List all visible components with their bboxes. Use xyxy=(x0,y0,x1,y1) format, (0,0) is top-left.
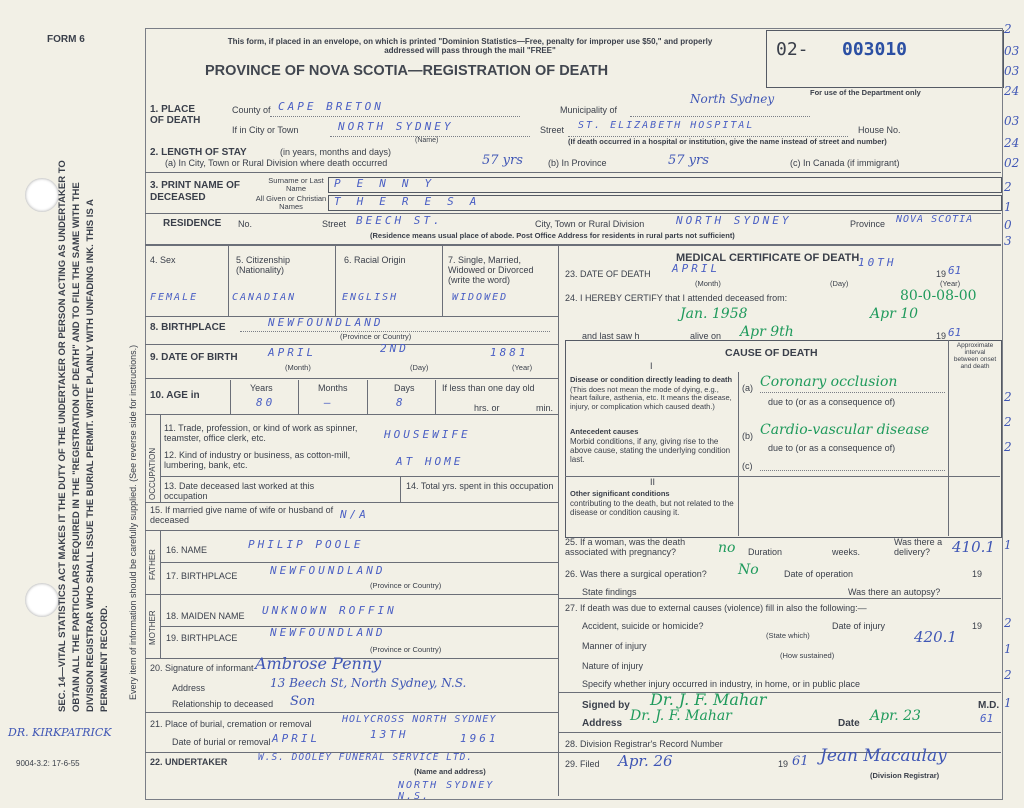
dod-month-caption: (Month) xyxy=(695,279,721,288)
racial-label: 6. Racial Origin xyxy=(344,255,406,265)
stay-a-label: (a) In City, Town or Rural Division where death occurred xyxy=(165,158,388,168)
rule-26 xyxy=(558,598,1001,599)
undertaker-address: NORTH SYDNEY N.S. xyxy=(398,780,495,802)
form-title: PROVINCE OF NOVA SCOTIA—REGISTRATION OF DEATH xyxy=(205,63,609,79)
alive-on-label: alive on xyxy=(690,331,722,341)
rule-3 xyxy=(145,213,1001,214)
mother-birthplace-label: 19. BIRTHPLACE xyxy=(166,633,238,643)
surname-label: Surname or Last Name xyxy=(268,176,324,194)
street-value: ST. ELIZABETH HOSPITAL xyxy=(578,120,755,131)
code-14: 2 xyxy=(1004,440,1012,454)
stay-b-label: (b) In Province xyxy=(548,158,607,168)
age-div-1 xyxy=(230,380,231,414)
q25-label: 25. If a woman, was the death associated with pregnancy? xyxy=(565,537,686,557)
dob-day: 2ND xyxy=(380,342,409,355)
birthplace-caption: (Province or Country) xyxy=(340,332,412,341)
form-number: FORM 6 xyxy=(47,34,85,45)
code-17: 1 xyxy=(1004,642,1012,656)
father-birthplace: NEWFOUNDLAND xyxy=(270,564,386,577)
due-to-a-label: due to (or as a consequence of) xyxy=(768,397,896,407)
q27-label: 27. If death was due to external causes (violence) fill in also the following:— xyxy=(565,603,867,613)
cause-title: CAUSE OF DEATH xyxy=(725,347,818,359)
father-side-label: FATHER xyxy=(148,549,157,580)
municipality-label: Municipality of xyxy=(560,105,618,115)
div-5 xyxy=(335,246,336,316)
q25-value: no xyxy=(718,540,736,556)
dod-year-caption: (Year) xyxy=(940,279,961,288)
print-code: 9004-3.2: 17-6-55 xyxy=(16,759,80,768)
code-11: 3 xyxy=(1004,234,1012,248)
medical-code: 80-0-08-00 xyxy=(900,288,977,304)
dob-year-caption: (Year) xyxy=(512,363,533,372)
burial-place: HOLYCROSS NORTH SYDNEY xyxy=(342,714,497,725)
maiden-name: UNKNOWN ROFFIN xyxy=(262,604,397,617)
rule-27 xyxy=(558,692,1001,693)
cause-divider xyxy=(738,372,739,536)
injury-date-label: Date of injury xyxy=(832,621,886,631)
given-names-label: All Given or Christian Names xyxy=(255,194,327,212)
industry-value: AT HOME xyxy=(396,455,464,468)
filed-label: 29. Filed xyxy=(565,759,600,769)
signed-year: 61 xyxy=(980,712,994,725)
birthplace-value: NEWFOUNDLAND xyxy=(268,316,384,329)
registrar-signature: Jean Macaulay xyxy=(820,746,947,766)
undertaker-caption: (Name and address) xyxy=(414,767,486,776)
medical-title: MEDICAL CERTIFICATE OF DEATH xyxy=(676,252,860,264)
supply-instructions: Every item of information should be carefully supplied. (See reverse side for instructions.) xyxy=(128,344,138,700)
department-use-note: For use of the Department only xyxy=(810,88,921,97)
dod-day: 10TH xyxy=(858,256,897,269)
municipality-value: North Sydney xyxy=(690,92,775,106)
years-label: Years xyxy=(250,383,273,393)
signer-address: Dr. J. F. Mahar xyxy=(630,708,732,724)
age-div-2 xyxy=(298,380,299,414)
months-label: Months xyxy=(318,383,348,393)
accident-label: Accident, suicide or homicide? xyxy=(582,621,704,631)
rule-8 xyxy=(145,344,558,345)
industry-label: 12. Kind of industry or business, as cotton-mill, lumbering, bank, etc. xyxy=(164,450,351,470)
cause-c-label: (c) xyxy=(742,461,753,471)
age-years: 80 xyxy=(256,396,276,409)
cause-rule xyxy=(565,476,1000,477)
code-10: 0 xyxy=(1004,218,1012,232)
code-15: 1 xyxy=(1004,538,1012,552)
father-name-label: 16. NAME xyxy=(166,545,208,555)
rule-15 xyxy=(145,530,558,531)
attended-to: Apr 10 xyxy=(870,306,919,322)
dob-month-caption: (Month) xyxy=(285,363,311,372)
roman-two: II xyxy=(650,477,656,487)
informant-address-label: Address xyxy=(172,683,206,693)
how-sustained-caption: (How sustained) xyxy=(780,651,835,660)
residence-note: (Residence means usual place of abode. Post Office Address for residents in rural parts not sufficient) xyxy=(370,231,735,240)
residence-no-label: No. xyxy=(238,219,253,229)
code-1: 2 xyxy=(1004,22,1012,36)
informant-sig-label: 20. Signature of informant xyxy=(150,663,254,673)
injury-year-prefix: 19 xyxy=(972,621,983,631)
last-saw-label: and last saw h xyxy=(582,331,640,341)
burial-place-label: 21. Place of burial, cremation or removal xyxy=(150,719,312,729)
other-conditions-label: Other significant conditions xyxy=(570,489,670,498)
duration-label: Duration xyxy=(748,547,783,557)
stay-b-value: 57 yrs xyxy=(668,153,709,168)
alive-year: 61 xyxy=(948,326,962,339)
antecedent-label: Antecedent causes xyxy=(570,427,639,436)
rule-signed xyxy=(558,732,1001,733)
spouse-value: N/A xyxy=(340,508,369,521)
mother-bp-caption: (Province or Country) xyxy=(370,645,442,654)
dob-day-caption: (Day) xyxy=(410,363,429,372)
residence-province: NOVA SCOTIA xyxy=(896,214,974,225)
dod-month: APRIL xyxy=(672,262,721,275)
weeks-label: weeks. xyxy=(832,547,861,557)
op-date-label: Date of operation xyxy=(784,569,854,579)
dod-year-prefix: 19 xyxy=(936,269,947,279)
print-name-label: 3. PRINT NAME OF DECEASED xyxy=(150,180,241,203)
municipality-line xyxy=(630,116,810,117)
citizenship-label: 5. Citizenship (Nationality) xyxy=(236,255,291,275)
residence-city: NORTH SYDNEY xyxy=(676,214,792,227)
mail-notice: This form, if placed in an envelope, on which is printed "Dominion Statistics—Free, penalty for improper use $50," and properly addressed will pass through the mail "FREE" xyxy=(227,37,713,55)
rule-12 xyxy=(160,476,558,477)
trade-value: HOUSEWIFE xyxy=(384,428,471,441)
occupation-side-rule xyxy=(160,414,161,502)
city-value: NORTH SYDNEY xyxy=(338,120,454,133)
residence-city-label: City, Town or Rural Division xyxy=(535,219,645,229)
filed-date: Apr. 26 xyxy=(618,752,673,770)
rule-16 xyxy=(160,562,558,563)
county-line xyxy=(270,116,520,117)
interval-divider xyxy=(948,340,949,536)
code-7: 02 xyxy=(1004,156,1020,170)
county-value: CAPE BRETON xyxy=(278,100,384,113)
house-label: House No. xyxy=(858,125,901,135)
sex-value: FEMALE xyxy=(150,292,199,303)
length-of-stay-sub: (in years, months and days) xyxy=(280,147,392,157)
burial-month: APRIL xyxy=(272,732,321,745)
spouse-label: 15. If married give name of wife or husband of deceased xyxy=(150,505,334,525)
street-label: Street xyxy=(540,125,565,135)
father-name: PHILIP POOLE xyxy=(248,538,364,551)
stay-a-value: 57 yrs xyxy=(482,153,523,168)
dod-year: 61 xyxy=(948,264,962,277)
rule-2 xyxy=(145,172,1001,173)
div-6 xyxy=(442,246,443,316)
undertaker-value: W.S. DOOLEY FUNERAL SERVICE LTD. xyxy=(258,752,474,763)
vital-statistics-law-text: SEC. 14—VITAL STATISTICS ACT MAKES IT THE DUTY OF THE UNDERTAKER OR PERSON ACTING AS UNDERTAKER TO OBTAIN ALL THE PARTICULARS REQUIRED IN THE "REGISTRATION OF DEATH" AND TO FILE THE SAME WITH THE DIVISION REGISTRAR WHO SHALL ISSUE THE BURIAL PERMIT. WRITE PLAINLY WITH UNFADING INK. THIS IS A PERMANENT RECORD. xyxy=(57,160,110,712)
filed-year-prefix: 19 xyxy=(778,759,789,769)
father-bp-caption: (Province or Country) xyxy=(370,581,442,590)
informant-address: 13 Beech St, North Sydney, N.S. xyxy=(270,676,467,690)
code-6: 24 xyxy=(1004,136,1020,150)
code-12: 2 xyxy=(1004,390,1012,404)
immediate-cause-label: Disease or condition directly leading to death xyxy=(570,375,733,384)
cause-b-label: (b) xyxy=(742,431,753,441)
birthplace-label: 8. BIRTHPLACE xyxy=(150,322,226,333)
place-of-death-label: 1. PLACE OF DEATH xyxy=(150,104,201,126)
less-than-day-label: If less than one day old xyxy=(442,383,535,393)
residence-street: BEECH ST. xyxy=(356,214,443,227)
certify-label: 24. I HEREBY CERTIFY that I attended deceased from: xyxy=(565,293,788,303)
burial-date-label: Date of burial or removal xyxy=(172,737,271,747)
punch-hole-top xyxy=(25,178,59,212)
code-3: 03 xyxy=(1004,64,1020,78)
age-label: 10. AGE in xyxy=(150,390,200,401)
rule-20 xyxy=(145,712,558,713)
county-label: County of xyxy=(232,105,271,115)
signer-address-label: Address xyxy=(582,718,623,729)
code-8: 2 xyxy=(1004,180,1012,194)
doctor-note: DR. KIRKPATRICK xyxy=(8,726,112,739)
reg-record-label: 28. Division Registrar's Record Number xyxy=(565,739,723,749)
center-divider xyxy=(558,246,559,796)
dob-month: APRIL xyxy=(268,346,317,359)
other-conditions-note: contributing to the death, but not related to the disease or condition causing it. xyxy=(570,499,734,517)
residence-street-label: Street xyxy=(322,219,347,229)
mother-side-label: MOTHER xyxy=(148,610,157,645)
age-months: — xyxy=(324,396,334,409)
code-5: 03 xyxy=(1004,114,1020,128)
surname-value: PENNY xyxy=(334,177,448,190)
hospital-note: (If death occurred in a hospital or institution, give the name instead of street and number) xyxy=(568,137,887,146)
name-caption: (Name) xyxy=(415,137,439,144)
delivery-label: Was there a delivery? xyxy=(894,537,943,557)
specify-label: Specify whether injury occurred in industry, in home, or in public place xyxy=(582,679,860,689)
signed-date: Apr. 23 xyxy=(870,708,921,724)
min-label: min. xyxy=(536,403,554,413)
hrs-label: hrs. or xyxy=(474,403,500,413)
cause-a-value: Coronary occlusion xyxy=(760,374,898,390)
signed-date-label: Date xyxy=(838,718,860,729)
days-label: Days xyxy=(394,383,415,393)
cause-c-line xyxy=(760,470,945,471)
code-16: 2 xyxy=(1004,616,1012,630)
code-420-1: 420.1 xyxy=(914,628,957,646)
rule-17 xyxy=(145,594,558,595)
residence-province-label: Province xyxy=(850,219,886,229)
last-worked-label: 13. Date deceased last worked at this occupation xyxy=(164,481,315,501)
citizenship-value: CANADIAN xyxy=(232,292,297,303)
code-9: 1 xyxy=(1004,200,1012,214)
occ-div xyxy=(400,476,401,502)
marital-value: WIDOWED xyxy=(452,292,509,303)
code-410-1: 410.1 xyxy=(952,538,995,556)
dob-label: 9. DATE OF BIRTH xyxy=(150,352,238,363)
mother-birthplace: NEWFOUNDLAND xyxy=(270,626,386,639)
autopsy-label: Was there an autopsy? xyxy=(848,587,941,597)
maiden-label: 18. MAIDEN NAME xyxy=(166,611,245,621)
attended-from: Jan. 1958 xyxy=(680,306,748,322)
informant-signature: Ambrose Penny xyxy=(255,654,382,673)
dob-year: 1881 xyxy=(490,346,529,359)
findings-label: State findings xyxy=(582,587,637,597)
relationship-value: Son xyxy=(290,694,316,709)
cause-a-line xyxy=(760,392,945,393)
alive-on-value: Apr 9th xyxy=(740,324,794,340)
undertaker-label: 22. UNDERTAKER xyxy=(150,757,228,767)
age-div-3 xyxy=(367,380,368,414)
md-label: M.D. xyxy=(978,700,1000,711)
code-2: 03 xyxy=(1004,44,1020,58)
given-names-value: THERESA xyxy=(334,195,493,208)
roman-one: I xyxy=(650,361,653,371)
signed-by-label: Signed by xyxy=(582,700,630,711)
manner-label: Manner of injury xyxy=(582,641,647,651)
sex-label: 4. Sex xyxy=(150,255,176,265)
racial-value: ENGLISH xyxy=(342,292,399,303)
registration-prefix: 02- xyxy=(776,39,809,60)
burial-year: 1961 xyxy=(460,732,499,745)
dod-label: 23. DATE OF DEATH xyxy=(565,269,651,279)
cause-b-value: Cardio-vascular disease xyxy=(760,422,930,438)
residence-label: RESIDENCE xyxy=(163,218,222,229)
signed-by-value: Dr. J. F. Mahar xyxy=(650,690,767,709)
length-of-stay-label: 2. LENGTH OF STAY xyxy=(150,147,247,158)
burial-day: 13TH xyxy=(370,728,409,741)
antecedent-note: Morbid conditions, if any, giving rise to the above cause, stating the underlying condition last. xyxy=(570,437,731,464)
state-which-caption: (State which) xyxy=(766,631,810,640)
cause-a-label: (a) xyxy=(742,383,753,393)
registration-number: 003010 xyxy=(842,39,908,60)
father-birthplace-label: 17. BIRTHPLACE xyxy=(166,571,238,581)
nature-label: Nature of injury xyxy=(582,661,644,671)
due-to-b-label: due to (or as a consequence of) xyxy=(768,443,896,453)
code-13: 2 xyxy=(1004,415,1012,429)
rule-10 xyxy=(145,414,558,415)
code-18: 2 xyxy=(1004,668,1012,682)
age-div-4 xyxy=(435,380,436,414)
rule-13 xyxy=(145,502,558,503)
rule-9 xyxy=(145,378,558,379)
rule-residence xyxy=(145,244,1001,246)
trade-label: 11. Trade, profession, or kind of work as spinner, teamster, office clerk, etc. xyxy=(164,423,358,443)
registrar-caption: (Division Registrar) xyxy=(870,771,940,780)
q26-label: 26. Was there a surgical operation? xyxy=(565,569,707,579)
interval-label: Approximate interval between onset and death xyxy=(953,342,997,371)
dod-day-caption: (Day) xyxy=(830,279,849,288)
age-days: 8 xyxy=(396,396,406,409)
alive-year-prefix: 19 xyxy=(936,331,947,341)
occupation-side-label: OCCUPATION xyxy=(148,447,157,500)
q26-value: No xyxy=(738,562,759,578)
city-label: If in City or Town xyxy=(232,125,299,135)
stay-c-label: (c) In Canada (if immigrant) xyxy=(790,158,900,168)
total-years-label: 14. Total yrs. spent in this occupation xyxy=(406,481,554,491)
punch-hole-bottom xyxy=(25,583,59,617)
relationship-label: Relationship to deceased xyxy=(172,699,274,709)
div-4 xyxy=(228,246,229,316)
op-year-prefix: 19 xyxy=(972,569,983,579)
immediate-cause-note: (This does not mean the mode of dying, e.g., heart failure, asthenia, etc. It means the disease, injury, or complication which caused death.) xyxy=(570,385,732,411)
code-19: 1 xyxy=(1004,696,1012,710)
filed-year: 61 xyxy=(792,754,809,769)
marital-label: 7. Single, Married, Widowed or Divorced (write the word) xyxy=(448,255,534,285)
code-4: 24 xyxy=(1004,84,1020,98)
